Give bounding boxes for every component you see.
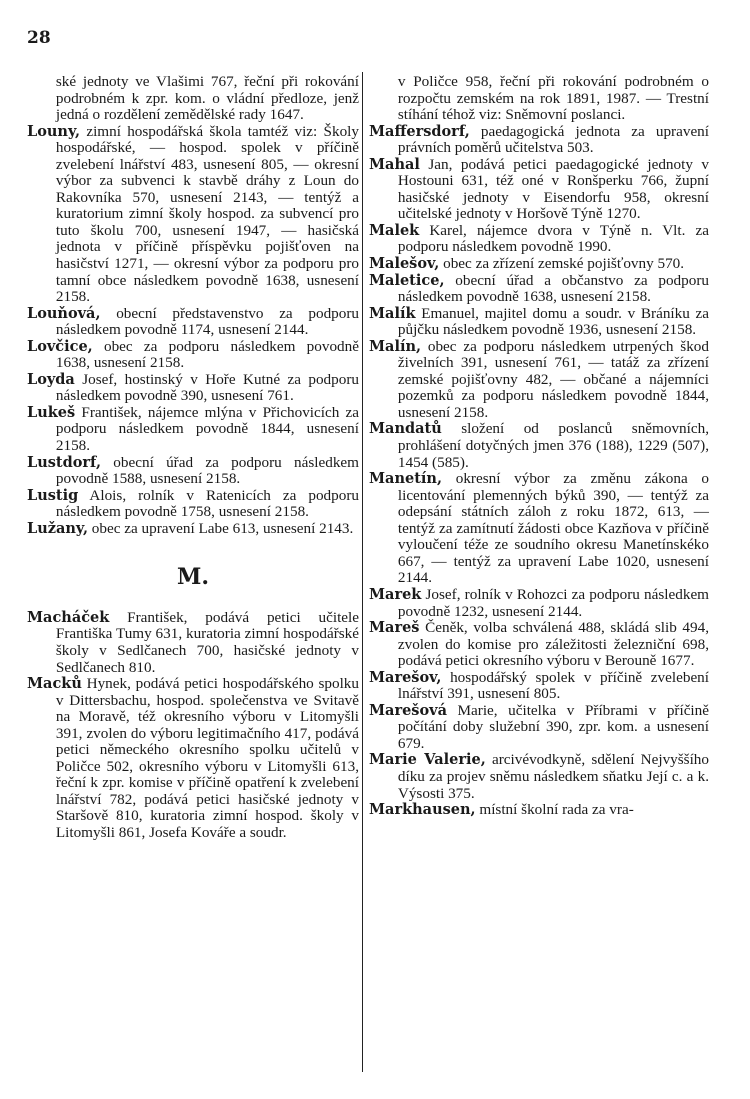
index-entry [369,124,709,157]
entry-text: Josef, rolník v Rohozci za podporu následkem povodně 1232, usnesení 2144. [397,585,709,620]
entry-text: Karel, nájemce dvora v Týně n. Vlt. za podporu následkem povodně 1990. [397,221,709,256]
page-number: 28 [27,28,51,48]
left-entries [27,74,359,537]
index-entry [369,670,709,703]
entry-text: hospodářský spolek v příčině zvelebení lnářství 391, usnesení 805. [397,668,709,703]
entry-headword: Manetín, [369,470,443,488]
entry-text: Jan, podává petici paedagogické jednoty v Hostouni 631, též oné v Ronšperku 766, župní hasičské jednoty v Eisendorfu 958, okresní učitelské jednoty v Horšově Týně 1270. [397,155,709,223]
index-entry [27,339,359,372]
entry-headword: Lukeš [27,403,76,421]
left-entries-m [27,610,359,842]
entry-headword: Maffersdorf, [369,122,470,140]
index-entry [369,752,709,802]
index-entry [27,405,359,455]
entry-text: obec za podporu následkem utrpených škod živelních 391, usnesení 761, — tatáž za zřízení zemské pojišťovny 482, — občané a nájemníci pozemků za podporu následkem povodně 1844, usnesení 2158. [397,337,709,421]
entry-text: obec za upravení Labe 613, usnesení 2143. [88,519,354,537]
entry-headword: Louňová, [27,304,101,322]
entry-text: obec za podporu následkem povodně 1638, usnesení 2158. [55,337,359,372]
left-column [27,74,359,842]
entry-text: Alois, rolník v Ratenicích za podporu následkem povodně 1758, usnesení 2158. [55,486,359,521]
column-divider [362,72,363,1072]
entry-text: obecní úřad za podporu následkem povodně 1588, usnesení 2158. [55,453,359,488]
entry-text: obecní představenstvo za podporu následkem povodně 1174, usnesení 2144. [55,304,359,339]
entry-text: místní školní rada za vra- [475,801,634,819]
index-entry [27,455,359,488]
index-entry [369,256,709,273]
index-entry [369,802,709,819]
index-entry [27,488,359,521]
entry-headword: Maletice, [369,271,445,289]
entry-text: ské jednoty ve Vlašimi 767, řeční při rokování podrobném k zpr. kom. o vládní předloze, jenž jedná o rozdělení zemědělské rady 1647. [55,73,359,124]
entry-headword: Mareš [369,619,420,637]
entry-headword: Marešov, [369,668,442,686]
entry-text: František, podává petici učitele Františka Tumy 631, kuratoria zimní hospodářské školy v Sedlčanech 700, hasičské jednoty v Sedlčanech 810. [55,608,359,676]
entry-text: Čeněk, volba schválená 488, skládá slib 494, zvolen do komise pro záležitosti železniční 698, podává petici okresního výboru v Berouně 1677. [397,619,709,670]
index-entry [27,372,359,405]
entry-headword: Malík [369,304,416,322]
entry-headword: Macků [27,675,82,693]
index-entry [369,620,709,670]
right-column [369,74,709,819]
entry-headword: Lovčice, [27,337,93,355]
index-entry [369,74,709,124]
entry-headword: Malešov, [369,255,440,273]
section-letter: M. [176,564,209,591]
entry-headword: Lustig [27,486,79,504]
entry-text: obecní úřad a občanstvo za podporu následkem povodně 1638, usnesení 2158. [397,271,709,306]
entry-text: paedagogická jednota za upravení právních poměrů učitelstva 503. [397,122,709,157]
entry-headword: Macháček [27,608,110,626]
entry-headword: Lustdorf, [27,453,102,471]
entry-text: František, nájemce mlýna v Přichovicích za podporu následkem povodně 1844, usnesení 2158. [55,403,359,455]
index-entry [27,74,359,124]
index-entry [369,223,709,256]
entry-text: okresní výbor za změnu zákona o licentování plemenných býků 390, — tentýž za odepsání státních záloh z roku 1872, 613, — tentýž za zamítnutí žádosti obce Kazňova v příčině vyloučení téže ze soudního okresu Manetínskéko 667, — tentýž za upravení Labe 1020, usnesení 2144. [397,470,709,587]
index-entry [27,676,359,841]
entry-headword: Louny, [27,122,81,140]
index-entry [369,339,709,422]
index-entry [27,521,359,538]
index-entry [27,306,359,339]
index-entry [369,306,709,339]
entry-headword: Loyda [27,370,75,388]
entry-headword: Marie Valerie, [369,751,486,769]
index-entry [369,273,709,306]
entry-headword: Mandatů [369,420,442,438]
entry-headword: Malín, [369,337,422,355]
entry-text: v Poličce 958, řeční při rokování podrobném o rozpočtu zemském na rok 1891, 1987. — Trestní stíhání téhož viz: Sněmovní poslanci. [397,73,709,124]
entry-headword: Marešová [369,701,447,719]
entry-headword: Lužany, [27,519,88,537]
index-entry [27,610,359,676]
index-entry [369,587,709,620]
index-entry [369,471,709,587]
index-entry [369,703,709,753]
entry-text: Josef, hostinský v Hoře Kutné za podporu následkem povodně 390, usnesení 761. [55,370,359,405]
entry-text: obec za zřízení zemské pojišťovny 570. [439,255,685,273]
entry-text: Emanuel, majitel domu a soudr. v Bráníku za půjčku následkem povodně 1936, usnesení 2158. [397,304,709,339]
entry-text: Marie, učitelka v Příbrami v příčině počítání doby služební 390, zpr. kom. a usnesení 679. [397,701,709,752]
index-entry [369,157,709,223]
entry-headword: Mahal [369,155,420,173]
right-entries [369,74,709,819]
entry-text: zimní hospodářská škola tamtéž viz: Školy hospodářské, — hospod. spolek v příčině zvelebení lnářství 483, usnesení 805, — okresní výbor za subvenci k stavbě dráhy z Loun do Rakovníka 570, usnesení 2143, — tentýž a kuratorium zimní školy hospod. za subvencí pro tuto školu 700, usnesení 1947, — hasičská jednota v příčině příspěvku pojišťoven na hasičství 1271, — okresní výbor za podporu pro tamní obce následkem povodně 1638, usnesení 2158. [55,122,359,306]
entry-headword: Malek [369,221,420,239]
index-entry [27,124,359,306]
entry-headword: Marek [369,585,422,603]
entry-text: arcivévodkyně, sdělení Nejvyššího díku za projev sněmu následkem sňatku Její c. a k. Výsosti 375. [397,751,709,802]
index-entry [369,421,709,471]
entry-headword: Markhausen, [369,801,476,819]
entry-text: složení od poslanců sněmovních, prohlášení dotyčných jmen 376 (188), 1229 (507), 1454 (585). [397,420,709,471]
entry-text: Hynek, podává petici hospodářského spolku v Dittersbachu, hospod. společenstva ve Svitavě na Moravě, též okresního výboru v Litomyšli 391, zvolen do výboru legitimačního 417, podává petici německého okresního spolku učitelů v Poličce 502, okresního výboru v Litomyšli 613, řeční k zpr. komise v příčině opatření k zvelebení lnářství 782, podává petici hasičské jednoty v Staršově 810, kuratoria zimní hospod. školy v Litomyšli 861, Josefa Kováře a soudr. [55,675,359,841]
